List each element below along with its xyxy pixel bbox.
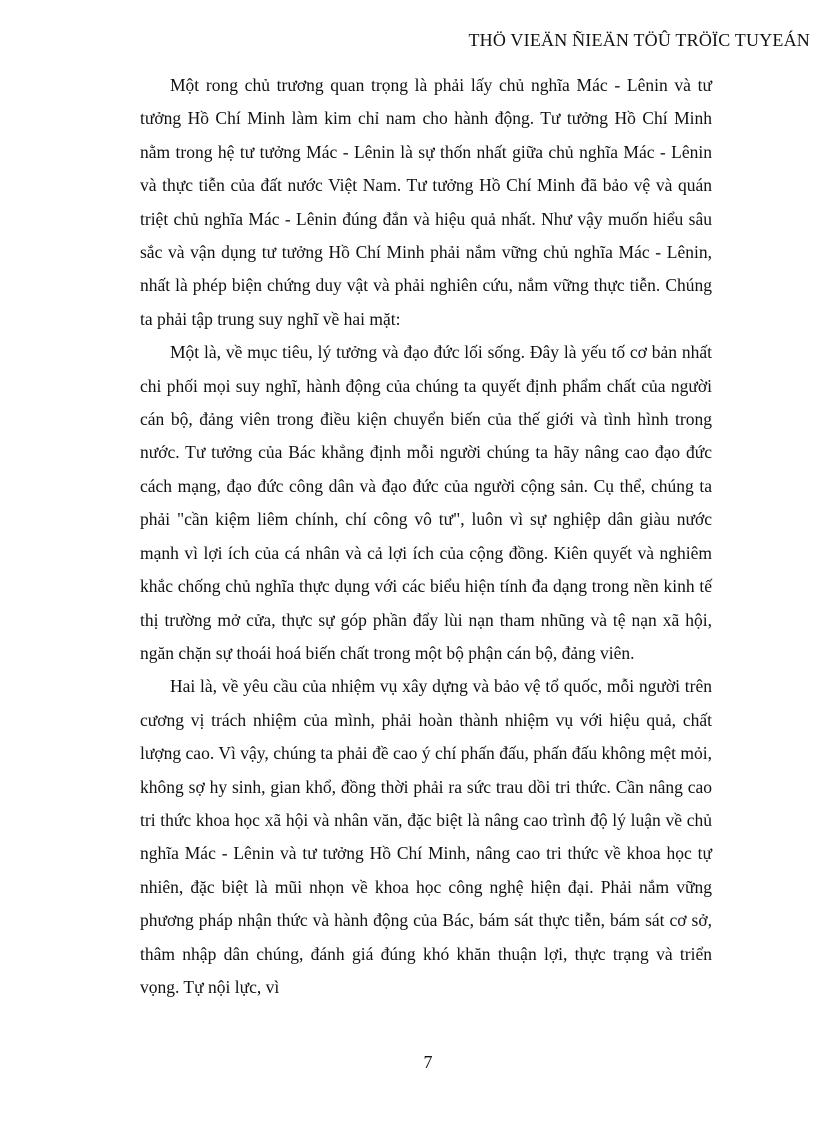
page-header: THÖ VIEÄN ÑIEÄN TÖÛ TRÖÏC TUYEÁN bbox=[468, 30, 810, 50]
document-body bbox=[140, 69, 712, 1004]
page-number: 7 bbox=[423, 1052, 433, 1072]
paragraph-1: Một rong chủ trương quan trọng là phải lấy chủ nghĩa Mác - Lênin và tư tưởng Hồ Chí Minh làm kim chỉ nam cho hành động. Tư tưởng Hồ Chí Minh nằm trong hệ tư tưởng Mác - Lênin là sự thốn nhất giữa chủ nghĩa Mác - Lênin và thực tiễn của đất nước Việt Nam. Tư tưởng Hồ Chí Minh đã bảo vệ và quán triệt chủ nghĩa Mác - Lênin đúng đắn và hiệu quả nhất. Như vậy muốn hiểu sâu sắc và vận dụng tư tưởng Hồ Chí Minh phải nắm vững chủ nghĩa Mác - Lênin, nhất là phép biện chứng duy vật và phải nghiên cứu, nắm vững thực tiễn. Chúng ta phải tập trung suy nghĩ về hai mặt: bbox=[140, 75, 712, 329]
paragraph-2: Một là, về mục tiêu, lý tưởng và đạo đức lối sống. Đây là yếu tố cơ bản nhất chi phối mọi suy nghĩ, hành động của chúng ta quyết định phẩm chất của người cán bộ, đảng viên trong điều kiện chuyển biến của thế giới và tình hình trong nước. Tư tưởng của Bác khẳng định mỗi người chúng ta hãy nâng cao đạo đức cách mạng, đạo đức công dân và đạo đức của người cộng sản. Cụ thể, chúng ta phải "cần kiệm liêm chính, chí công vô tư", luôn vì sự nghiệp dân giàu nước mạnh vì lợi ích của cá nhân và cả lợi ích của cộng đồng. Kiên quyết và nghiêm khắc chống chủ nghĩa thực dụng với các biểu hiện tính đa dạng trong nền kinh tế thị trường mở cửa, thực sự góp phần đẩy lùi nạn tham nhũng và tệ nạn xã hội, ngăn chặn sự thoái hoá biến chất trong một bộ phận cán bộ, đảng viên. bbox=[140, 342, 712, 663]
paragraph-3: Hai là, về yêu cầu của nhiệm vụ xây dựng và bảo vệ tổ quốc, mỗi người trên cương vị trách nhiệm của mình, phải hoàn thành nhiệm vụ với hiệu quả, chất lượng cao. Vì vậy, chúng ta phải đề cao ý chí phấn đấu, phấn đấu không mệt mỏi, không sợ hy sinh, gian khổ, đồng thời phải ra sức trau dồi tri thức. Cần nâng cao tri thức khoa học xã hội và nhân văn, đặc biệt là nâng cao trình độ lý luận về chủ nghĩa Mác - Lênin và tư tưởng Hồ Chí Minh, nâng cao tri thức về khoa học tự nhiên, đặc biệt là mũi nhọn về khoa học công nghệ hiện đại. Phải nắm vững phương pháp nhận thức và hành động của Bác, bám sát thực tiễn, bám sát cơ sở, thâm nhập dân chúng, đánh giá đúng khó khăn thuận lợi, thực trạng và triển vọng. Tự nội lực, vì bbox=[140, 676, 712, 997]
